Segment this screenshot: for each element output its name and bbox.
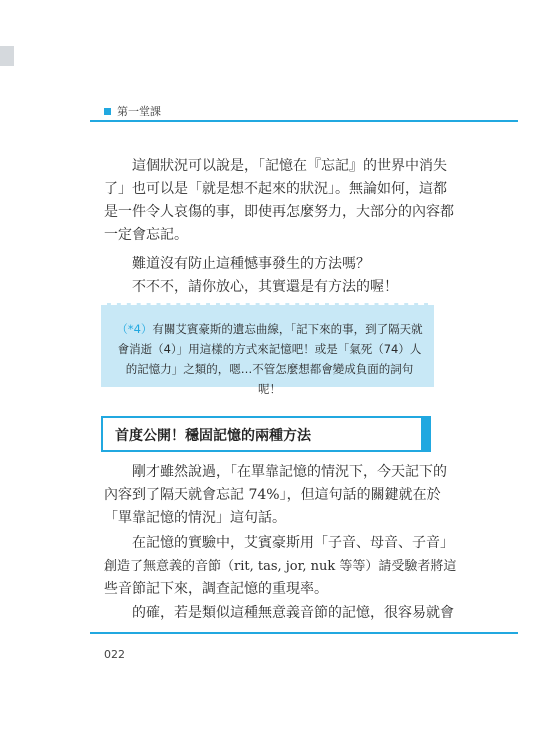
paragraph-3 [104, 461, 447, 530]
text-line: 創造了無意義的音節（rit, tas, jor, nuk 等等）請受驗者將這 [104, 559, 457, 574]
note-line: 會消逝（4）」用這樣的方式來記憶吧！或是「氣死（74）人 [117, 342, 422, 356]
text-line: 難道沒有防止這種憾事發生的方法嗎？ [132, 256, 370, 272]
paragraph-2 [104, 253, 434, 299]
text-line: 了」也可以是「就是想不起來的狀況」。無論如何，這都 [104, 181, 447, 197]
page-edge-tab [0, 46, 14, 66]
paragraph-1 [104, 155, 454, 247]
text-line: 內容到了隔天就會忘記 74%」，但這句話的關鍵就在於 [104, 487, 441, 503]
section-heading-box [101, 416, 423, 452]
chapter-header [104, 103, 161, 119]
text-line: 一定會忘記。 [104, 227, 188, 243]
text-line: 的確，若是類似這種無意義音節的記憶，很容易就會 [132, 605, 454, 621]
text-line: 「單靠記憶的情況」這句話。 [104, 510, 286, 526]
paragraph-4 [104, 532, 457, 601]
note-line: 有關艾賓豪斯的遺忘曲線，「記下來的事，到了隔天就 [152, 322, 423, 336]
note-line: 的記憶力」之類的，嗯…不管怎麼想都會變成負面的詞句呢！ [125, 362, 414, 396]
page-number: 022 [104, 648, 125, 661]
text-line: 是一件令人哀傷的事，即使再怎麼努力，大部分的內容都 [104, 204, 454, 220]
section-title: 首度公開！穩固記憶的兩種方法 [115, 428, 311, 444]
header-rule [90, 120, 518, 122]
text-line: 剛才雖然說過，「在單靠記憶的情況下，今天記下的 [132, 464, 447, 480]
note-reference: （*4） [116, 322, 153, 336]
footer-rule [90, 632, 518, 634]
chapter-title: 第一堂課 [117, 105, 161, 118]
text-line: 在記憶的實驗中，艾賓豪斯用「子音、母音、子音」 [132, 535, 454, 551]
header-square-icon [104, 108, 111, 115]
footnote-text [115, 319, 424, 399]
text-line: 些音節記下來，調查記憶的重現率。 [104, 581, 328, 597]
section-accent-bar [421, 416, 431, 452]
footnote-box [101, 303, 434, 396]
paragraph-5 [104, 602, 454, 625]
note-dashed-border [101, 303, 434, 305]
text-line: 不不不，請你放心，其實還是有方法的喔！ [132, 279, 398, 295]
text-line: 這個狀況可以說是，「記憶在『忘記』的世界中消失 [132, 158, 447, 174]
